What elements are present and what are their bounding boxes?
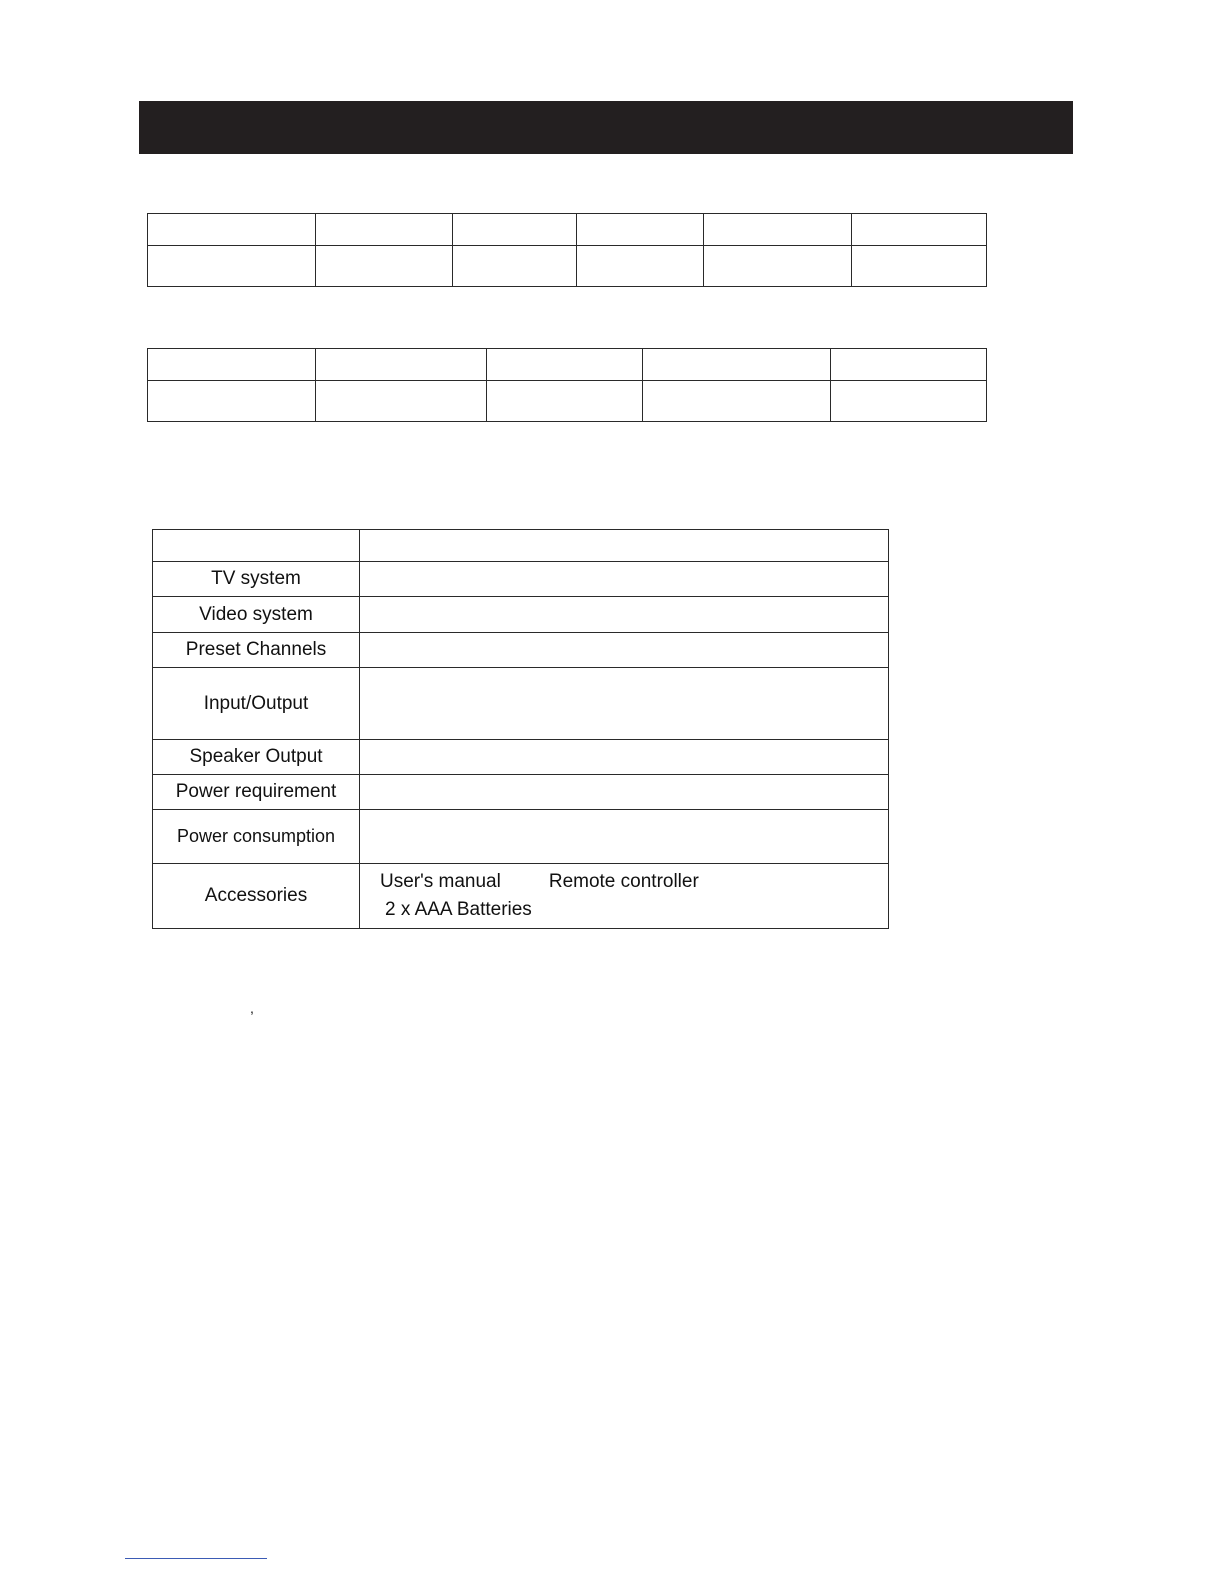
spec-label-video-system: Video system xyxy=(153,597,360,633)
table-row xyxy=(153,740,889,775)
spec-label-tv-system: TV system xyxy=(153,562,360,597)
table-cell xyxy=(487,381,643,422)
spec-label xyxy=(153,530,360,562)
spec-value xyxy=(360,597,889,633)
spec-value xyxy=(360,562,889,597)
spec-value xyxy=(360,810,889,864)
table-cell xyxy=(704,214,852,246)
spec-value xyxy=(360,668,889,740)
stray-comma-mark: , xyxy=(250,1000,254,1016)
table-cell xyxy=(148,381,316,422)
spec-value xyxy=(360,633,889,668)
empty-table-middle xyxy=(147,348,987,422)
table-row xyxy=(153,633,889,668)
spec-label-power-requirement: Power requirement xyxy=(153,775,360,810)
table-row xyxy=(148,381,987,422)
spec-label-speaker-output: Speaker Output xyxy=(153,740,360,775)
table-row xyxy=(153,530,889,562)
table-cell xyxy=(852,246,987,287)
accessory-batteries: 2 x AAA Batteries xyxy=(385,899,532,920)
table-cell xyxy=(316,349,487,381)
table-row xyxy=(148,214,987,246)
table-row xyxy=(153,562,889,597)
table-cell xyxy=(487,349,643,381)
table-row xyxy=(153,775,889,810)
table-cell xyxy=(148,349,316,381)
accessory-remote-controller: Remote controller xyxy=(548,871,699,892)
table-cell xyxy=(643,381,831,422)
table-cell xyxy=(316,381,487,422)
table-cell xyxy=(148,214,316,246)
spec-label-accessories: Accessories xyxy=(153,864,360,929)
table-row xyxy=(153,597,889,633)
table-cell xyxy=(453,214,577,246)
empty-table-top xyxy=(147,213,987,287)
table-cell xyxy=(831,349,987,381)
table-row xyxy=(153,810,889,864)
table-row xyxy=(153,668,889,740)
table-row xyxy=(153,864,889,929)
spec-value xyxy=(360,740,889,775)
table-cell xyxy=(643,349,831,381)
table-row xyxy=(148,246,987,287)
accessory-users-manual: User's manual xyxy=(380,871,501,892)
table-cell xyxy=(148,246,316,287)
spacer xyxy=(501,871,549,893)
accessories-line xyxy=(360,871,888,893)
spec-label-preset-channels: Preset Channels xyxy=(153,633,360,668)
footer-rule xyxy=(125,1558,267,1559)
specifications-table xyxy=(152,529,889,929)
spec-value-accessories xyxy=(360,864,889,929)
table-row xyxy=(148,349,987,381)
spec-value xyxy=(360,530,889,562)
table-cell xyxy=(852,214,987,246)
spec-value xyxy=(360,775,889,810)
spec-label-input-output: Input/Output xyxy=(153,668,360,740)
table-cell xyxy=(704,246,852,287)
spec-label-power-consumption: Power consumption xyxy=(153,810,360,864)
table-cell xyxy=(831,381,987,422)
table-cell xyxy=(577,246,704,287)
table-cell xyxy=(316,246,453,287)
table-cell xyxy=(316,214,453,246)
table-cell xyxy=(577,214,704,246)
table-cell xyxy=(453,246,577,287)
section-header-bar xyxy=(139,101,1073,154)
